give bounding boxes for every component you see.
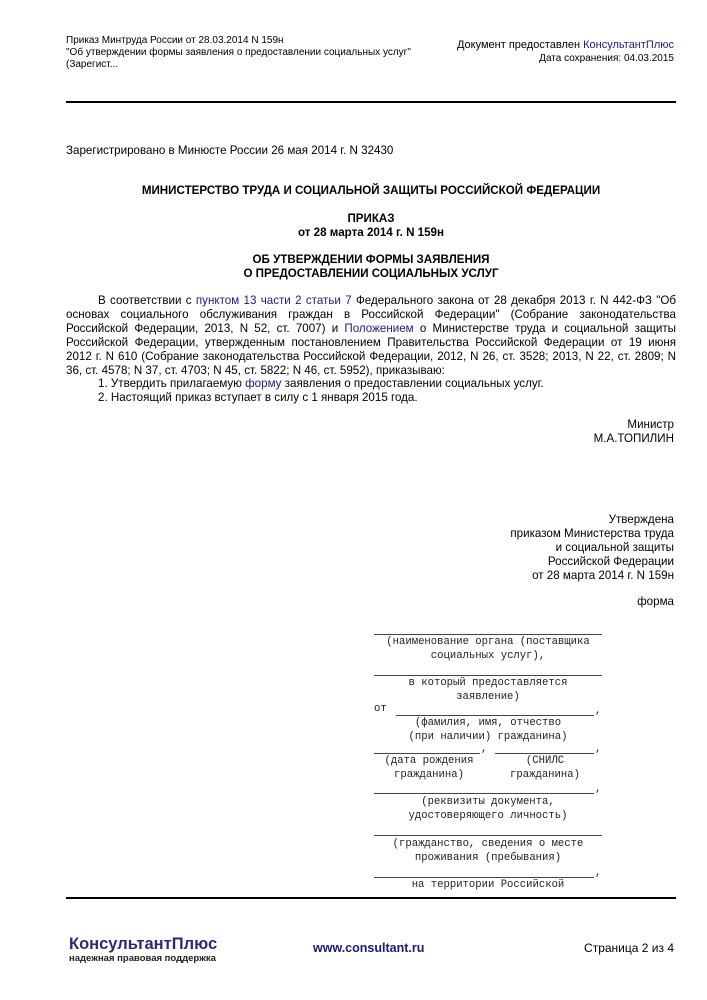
regulation-link[interactable]: Положением bbox=[344, 321, 414, 335]
text: о Министерстве труда и социальной защиты Российской Федерации, утвержденным постановлением Правительства Российской Федерации от 19 июня 2012 г. N 610 (Собрание законодательства Российской Федерации, 2012, N 26, ст. 3528; 2013, N 22, ст. 2809; N 36, ст. 4578; N 37, ст. 4703; N 45, ст. 5822; N 46, ст. 5952), приказываю: bbox=[66, 321, 677, 377]
caption: гражданина) bbox=[510, 768, 580, 781]
field-line-id-document[interactable] bbox=[374, 793, 594, 794]
caption-where bbox=[374, 677, 602, 704]
caption-birthdate bbox=[374, 755, 484, 782]
field-line-territory[interactable] bbox=[374, 877, 594, 878]
caption: (гражданство, сведения о месте bbox=[392, 838, 584, 850]
caption-snils bbox=[490, 755, 600, 782]
consultant-link[interactable]: КонсультантПлюс bbox=[583, 39, 674, 51]
header-divider bbox=[66, 101, 676, 103]
subject-line: ОБ УТВЕРЖДЕНИИ ФОРМЫ ЗАЯВЛЕНИЯ bbox=[252, 253, 490, 266]
field-line-snils[interactable] bbox=[495, 753, 594, 754]
caption-territory: на территории Российской bbox=[411, 879, 565, 891]
header-line: "Об утверждении формы заявления о предоставлении социальных услуг" bbox=[66, 47, 411, 58]
caption: социальных услуг), bbox=[430, 649, 546, 662]
order-title: ПРИКАЗ bbox=[347, 212, 395, 225]
approval-line: приказом Министерства труда bbox=[510, 527, 674, 540]
order-subject bbox=[66, 253, 676, 281]
field-line-where[interactable] bbox=[374, 675, 602, 676]
footer-logo bbox=[69, 935, 217, 965]
provided-text: Документ предоставлен bbox=[456, 39, 584, 51]
comma: , bbox=[595, 783, 602, 795]
approval-line: и социальной защиты bbox=[555, 541, 674, 554]
field-line-citizenship[interactable] bbox=[374, 835, 602, 836]
footer-divider bbox=[66, 897, 676, 899]
caption: (реквизиты документа, bbox=[421, 796, 555, 808]
signature-position: Министр bbox=[627, 418, 674, 431]
approval-line: от 28 марта 2014 г. N 159н bbox=[532, 569, 674, 582]
item-1 bbox=[66, 377, 676, 391]
signature-name: М.А.ТОПИЛИН bbox=[593, 432, 674, 445]
comma: , bbox=[595, 743, 602, 755]
field-line-organ[interactable] bbox=[374, 634, 602, 635]
header-provider bbox=[457, 39, 674, 65]
text: Федерального закона от 28 декабря 2013 г. N 442-ФЗ "Об основах социального обслуживания граждан в Российской Федерации" (Собрание законодательства Российской Федерации, 2013, N 52, ст. 7007) и bbox=[66, 294, 677, 335]
from-label: от bbox=[374, 703, 387, 715]
approval-line: Утверждена bbox=[608, 513, 674, 526]
item-2: 2. Настоящий приказ вступает в силу с 1 января 2015 года. bbox=[98, 391, 418, 405]
form-link[interactable]: форму bbox=[245, 377, 282, 391]
caption-organ bbox=[374, 636, 602, 663]
caption: (наименование органа (поставщика bbox=[386, 636, 590, 648]
order-date: от 28 марта 2014 г. N 159н bbox=[297, 226, 445, 239]
caption: гражданина) bbox=[394, 768, 464, 781]
field-line-birthdate[interactable] bbox=[374, 753, 480, 754]
registration-note: Зарегистрировано в Минюсте России 26 мая 2014 г. N 32430 bbox=[66, 144, 394, 157]
caption: (при наличии) гражданина) bbox=[408, 730, 568, 743]
caption: (СНИЛС bbox=[525, 755, 565, 767]
signature bbox=[594, 418, 674, 446]
caption: (дата рождения bbox=[384, 755, 474, 767]
text: 1. Утвердить прилагаемую bbox=[98, 377, 246, 391]
caption: удостоверяющего личность) bbox=[408, 809, 568, 822]
header-line: (Зарегист... bbox=[66, 59, 119, 70]
subject-line: О ПРЕДОСТАВЛЕНИИ СОЦИАЛЬНЫХ УСЛУГ bbox=[243, 267, 499, 280]
text: В соответствии с bbox=[98, 294, 196, 307]
field-line-fio[interactable] bbox=[396, 715, 594, 716]
law-link[interactable]: пунктом 13 части 2 статьи 7 bbox=[195, 294, 352, 307]
caption-fio bbox=[374, 717, 602, 744]
order-heading bbox=[66, 212, 676, 240]
approval-line: Российской Федерации bbox=[547, 555, 674, 568]
order-body bbox=[66, 294, 676, 405]
brand-name: КонсультантПлюс bbox=[69, 935, 218, 953]
consultant-url-link[interactable]: www.consultant.ru bbox=[313, 941, 425, 955]
save-date: Дата сохранения: 04.03.2015 bbox=[539, 53, 674, 64]
page-number: Страница 2 из 4 bbox=[584, 941, 674, 955]
ministry-title: МИНИСТЕРСТВО ТРУДА И СОЦИАЛЬНОЙ ЗАЩИТЫ РОССИЙСКОЙ ФЕДЕРАЦИИ bbox=[141, 184, 601, 197]
caption: (фамилия, имя, отчество bbox=[414, 717, 562, 729]
comma: , bbox=[595, 705, 602, 717]
comma: , bbox=[595, 867, 602, 879]
caption-id-document bbox=[374, 796, 602, 823]
text: заявления о предоставлении социальных услуг. bbox=[281, 377, 544, 391]
caption-citizenship bbox=[374, 838, 602, 865]
comma: , bbox=[481, 743, 488, 755]
header-line: Приказ Минтруда России от 28.03.2014 N 159н bbox=[66, 35, 284, 46]
header-doc-info bbox=[66, 35, 411, 71]
preamble bbox=[66, 294, 676, 377]
caption: проживания (пребывания) bbox=[414, 851, 562, 864]
brand-tagline: надежная правовая поддержка bbox=[69, 953, 216, 964]
form-label: форма bbox=[637, 595, 674, 608]
caption: в который предоставляется bbox=[408, 677, 568, 689]
caption: заявление) bbox=[456, 690, 520, 703]
approval-block bbox=[510, 513, 674, 583]
